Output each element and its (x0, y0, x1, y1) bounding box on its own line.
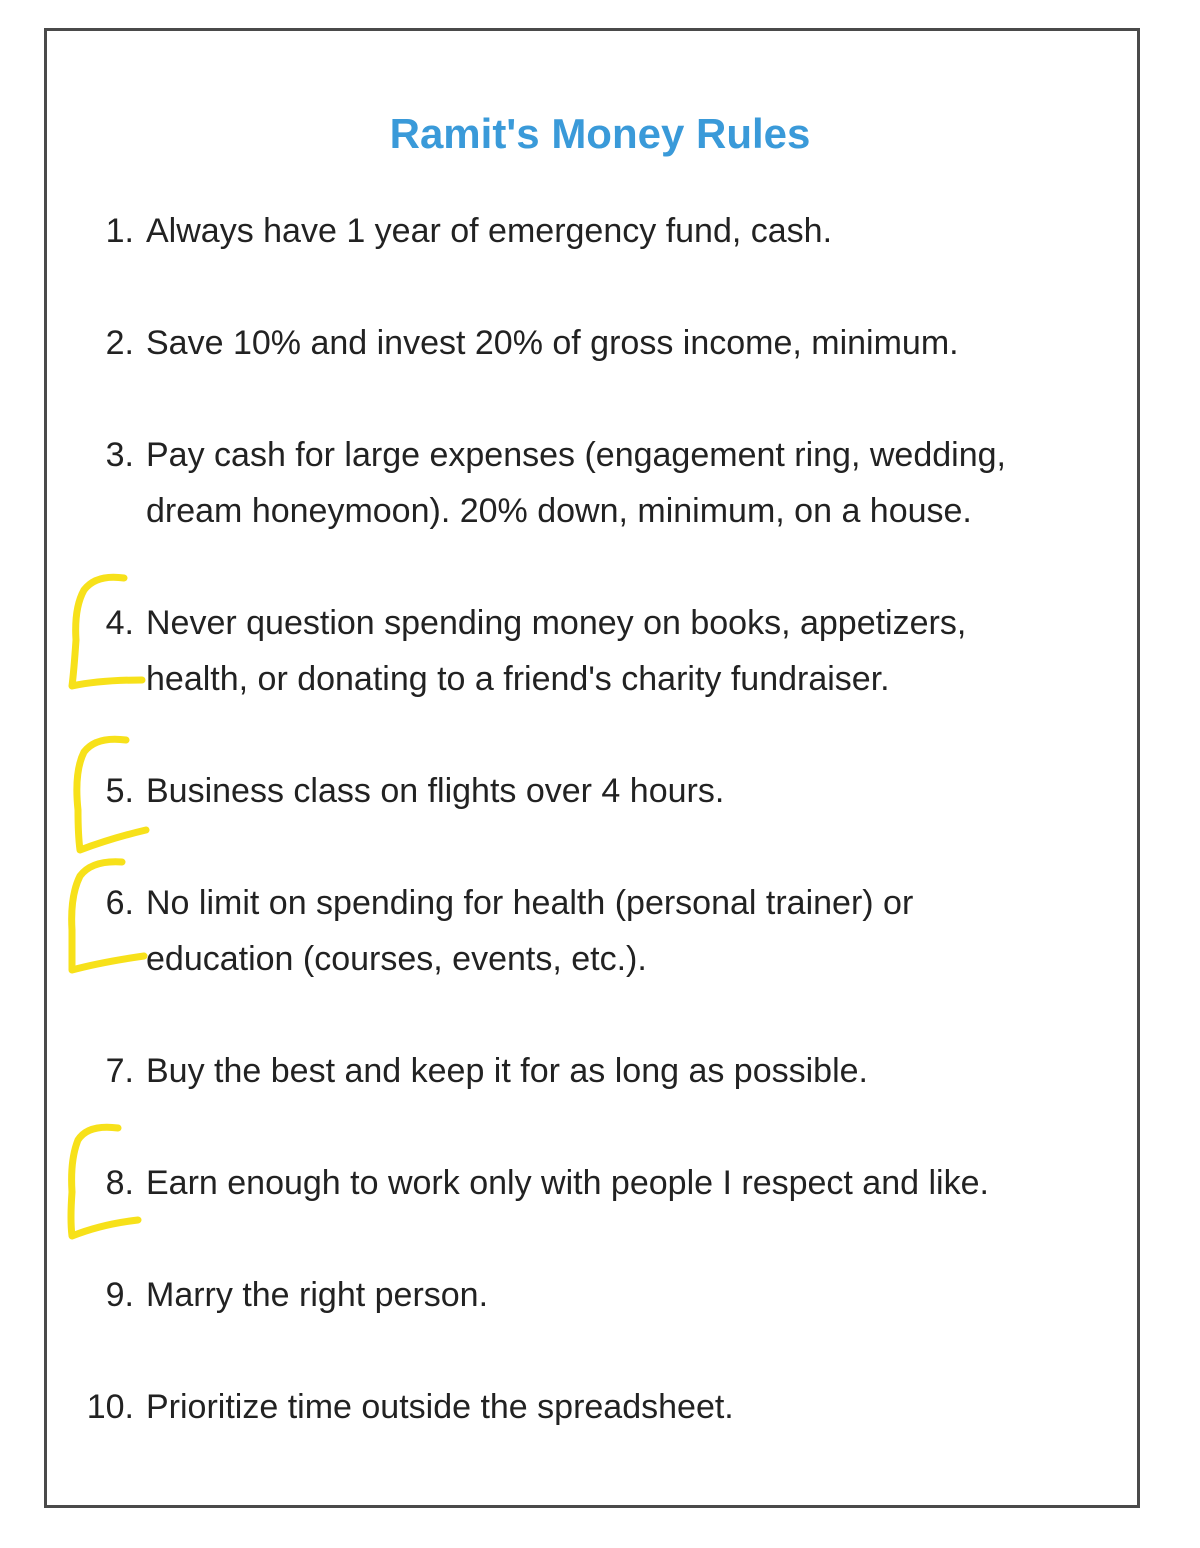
rule-number: 5. (105, 772, 134, 810)
rule-text: Earn enough to work only with people I respect and like. (146, 1164, 989, 1202)
rule-number: 8. (105, 1164, 134, 1202)
rule-number: 7. (105, 1052, 134, 1090)
rule-text: Business class on flights over 4 hours. (146, 772, 725, 810)
rule-text: dream honeymoon). 20% down, minimum, on a house. (146, 492, 972, 530)
rule-text: Never question spending money on books, appetizers, (146, 604, 967, 642)
rule-text: Always have 1 year of emergency fund, cash. (146, 212, 833, 250)
rule-number: 3. (105, 436, 134, 474)
rule-text: Buy the best and keep it for as long as possible. (146, 1052, 869, 1090)
rule-number: 1. (105, 212, 134, 250)
rule-number: 10. (86, 1388, 134, 1426)
rule-number: 6. (105, 884, 134, 922)
rule-text: Save 10% and invest 20% of gross income, minimum. (146, 324, 959, 362)
rule-number: 2. (105, 324, 134, 362)
rule-text: Pay cash for large expenses (engagement ring, wedding, (146, 436, 1006, 474)
rule-text: Marry the right person. (146, 1276, 489, 1314)
rule-number: 4. (105, 604, 134, 642)
rule-text: education (courses, events, etc.). (146, 940, 647, 978)
rule-text: Prioritize time outside the spreadsheet. (146, 1388, 734, 1426)
rule-number: 9. (105, 1276, 134, 1314)
rule-text: No limit on spending for health (personal trainer) or (146, 884, 914, 922)
document-title: Ramit's Money Rules (389, 110, 811, 157)
rule-text: health, or donating to a friend's charity fundraiser. (146, 660, 890, 698)
